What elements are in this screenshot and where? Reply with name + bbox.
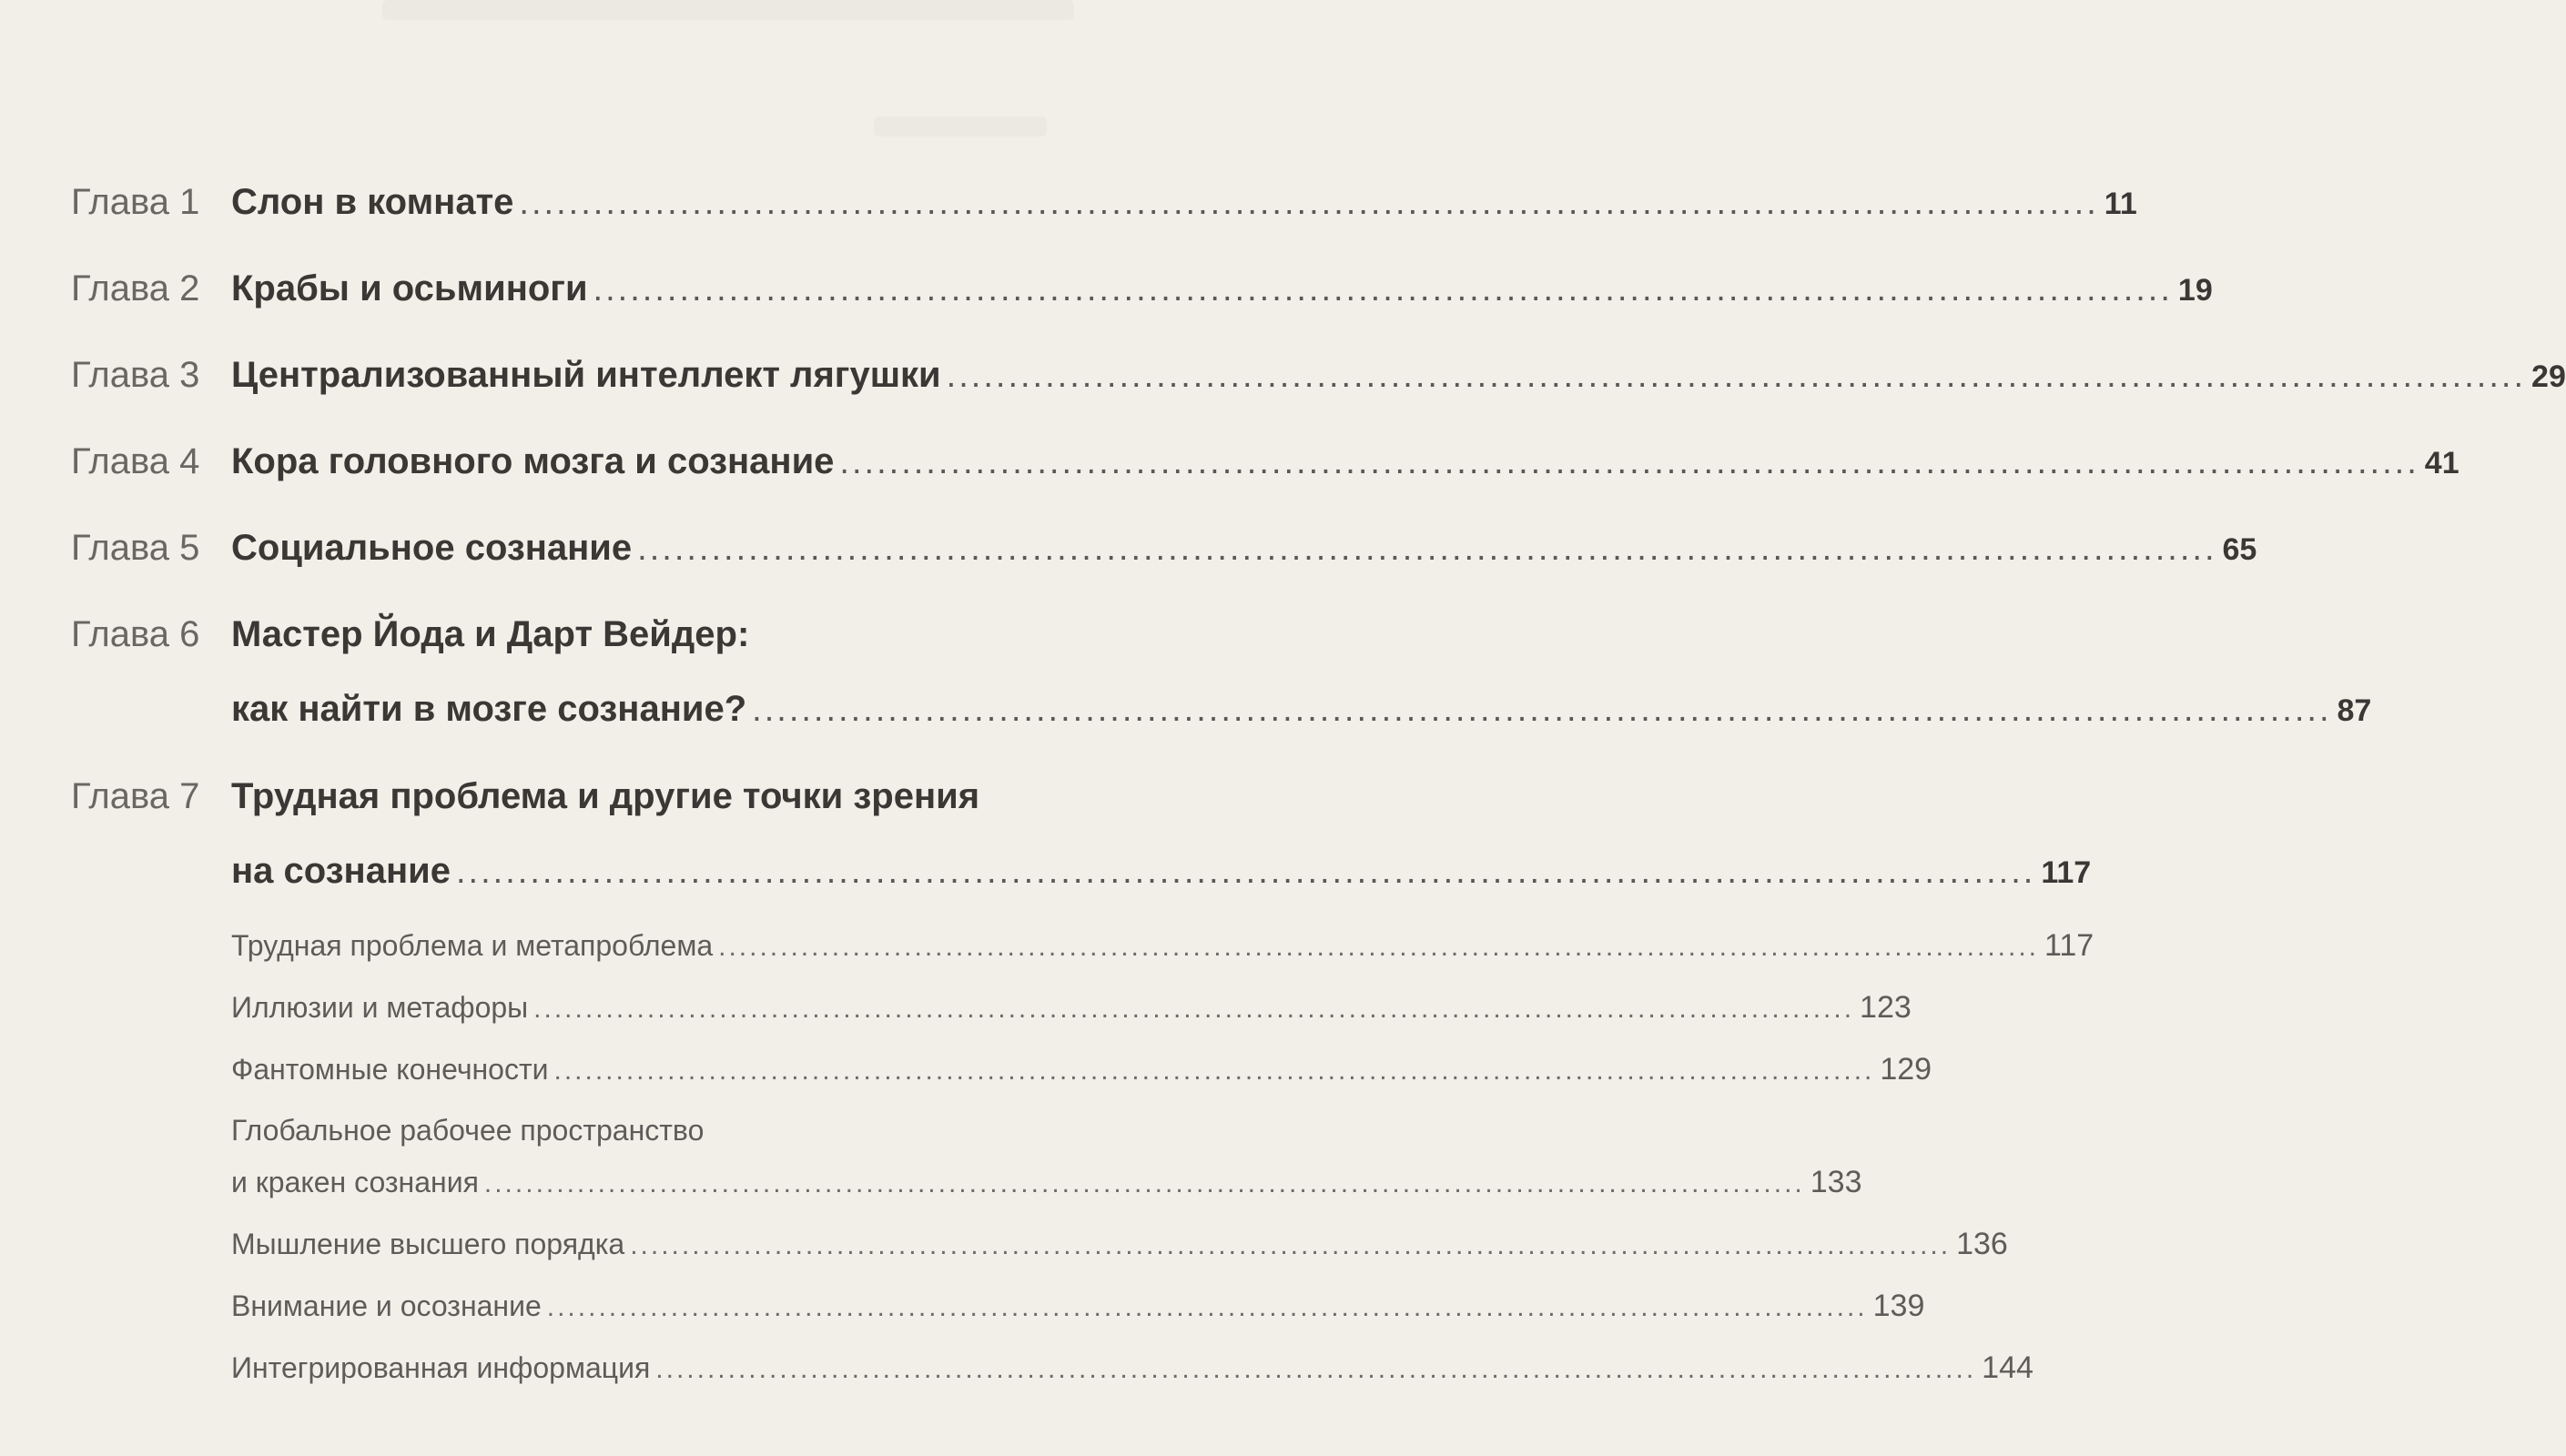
section-title-continued: и кракен сознания [231, 1166, 479, 1198]
chapter-number: Глава 5 [71, 528, 200, 568]
chapter-title: Централизованный интеллект лягушки [231, 355, 941, 395]
section-page: 129 [1880, 1052, 1932, 1087]
chapter-number: Глава 4 [71, 441, 200, 481]
chapter-number: Глава 2 [71, 268, 200, 308]
section-page: 123 [1860, 990, 1912, 1025]
section-page: 136 [1956, 1227, 2008, 1261]
toc-chapter-5[interactable] [71, 528, 2257, 592]
section-page: 117 [2044, 928, 2094, 963]
toc-chapter-7-continued[interactable] [71, 851, 2092, 915]
section-title: Трудная проблема и метапроблема [231, 929, 714, 962]
chapter-number: Глава 3 [71, 355, 200, 395]
dot-leader: ................................................................................................................................ [553, 1056, 1875, 1086]
dot-leader: ................................................................................................................................ [483, 1168, 1805, 1198]
dot-leader: ................................................................................................................................ [455, 853, 2036, 891]
chapter-title-continued: как найти в мозге сознание? [231, 689, 747, 729]
chapter-title: Социальное сознание [231, 528, 633, 568]
dot-leader: ................................................................................................................................ [946, 357, 2527, 395]
dot-leader: ................................................................................................................................ [718, 932, 2039, 962]
chapter-number: Глава 7 [71, 776, 200, 816]
toc-section-5[interactable] [231, 1227, 2008, 1274]
section-title: Внимание и осознание [231, 1289, 542, 1322]
toc-section-1[interactable] [231, 928, 2094, 976]
chapter-title: Трудная проблема и другие точки зрения [231, 776, 980, 816]
bleed-through-header [382, 0, 1074, 20]
chapter-title: Крабы и осьминоги [231, 268, 588, 308]
chapter-page: 29 [2531, 359, 2566, 394]
chapter-page: 117 [2041, 855, 2092, 890]
chapter-page: 65 [2222, 532, 2257, 567]
section-title: Интегрированная информация [231, 1351, 651, 1384]
toc-chapter-7[interactable] [71, 776, 1229, 840]
dot-leader: ................................................................................................................................ [546, 1292, 1868, 1322]
chapter-page: 11 [2104, 187, 2137, 221]
toc-section-7[interactable] [231, 1350, 2034, 1398]
chapter-title: Мастер Йода и Дарт Вейдер: [231, 614, 750, 654]
dot-leader: ................................................................................................................................ [533, 994, 1855, 1024]
toc-chapter-2[interactable] [71, 268, 2213, 332]
section-page: 144 [1982, 1350, 2034, 1385]
toc-section-4-continued[interactable] [231, 1165, 1862, 1212]
chapter-title: Слон в комнате [231, 182, 514, 222]
chapter-number: Глава 6 [71, 614, 200, 654]
section-title: Мышление высшего порядка [231, 1228, 625, 1260]
dot-leader: ................................................................................................................................ [630, 1230, 1952, 1260]
toc-chapter-6-continued[interactable] [71, 689, 2372, 753]
chapter-page: 19 [2177, 273, 2213, 308]
dot-leader: ................................................................................................................................ [593, 270, 2173, 308]
dot-leader: ................................................................................................................................ [637, 530, 2217, 568]
toc-chapter-6[interactable] [71, 614, 1229, 678]
toc-chapter-4[interactable] [71, 441, 2460, 505]
section-page: 133 [1810, 1165, 1862, 1199]
toc-chapter-3[interactable] [71, 355, 2566, 419]
section-title: Фантомные конечности [231, 1053, 549, 1086]
section-title: Иллюзии и метафоры [231, 991, 529, 1024]
chapter-page: 87 [2337, 693, 2372, 728]
toc-section-4[interactable] [231, 1114, 1229, 1161]
section-page: 139 [1872, 1289, 1925, 1323]
chapter-title: Кора головного мозга и сознание [231, 441, 835, 481]
toc-section-3[interactable] [231, 1052, 1932, 1099]
bleed-through-mark [874, 116, 1047, 136]
dot-leader: ................................................................................................................................ [655, 1354, 1977, 1384]
section-title: Глобальное рабочее пространство [231, 1114, 705, 1147]
chapter-number: Глава 1 [71, 182, 200, 222]
chapter-title-continued: на сознание [231, 851, 451, 891]
toc-chapter-1[interactable] [71, 182, 2137, 246]
dot-leader: ................................................................................................................................ [752, 691, 2332, 729]
toc-section-2[interactable] [231, 990, 1912, 1037]
chapter-page: 41 [2424, 446, 2460, 480]
dot-leader: ................................................................................................................................ [839, 443, 2419, 481]
dot-leader: ................................................................................................................................ [519, 184, 2099, 222]
toc-section-6[interactable] [231, 1289, 1925, 1336]
